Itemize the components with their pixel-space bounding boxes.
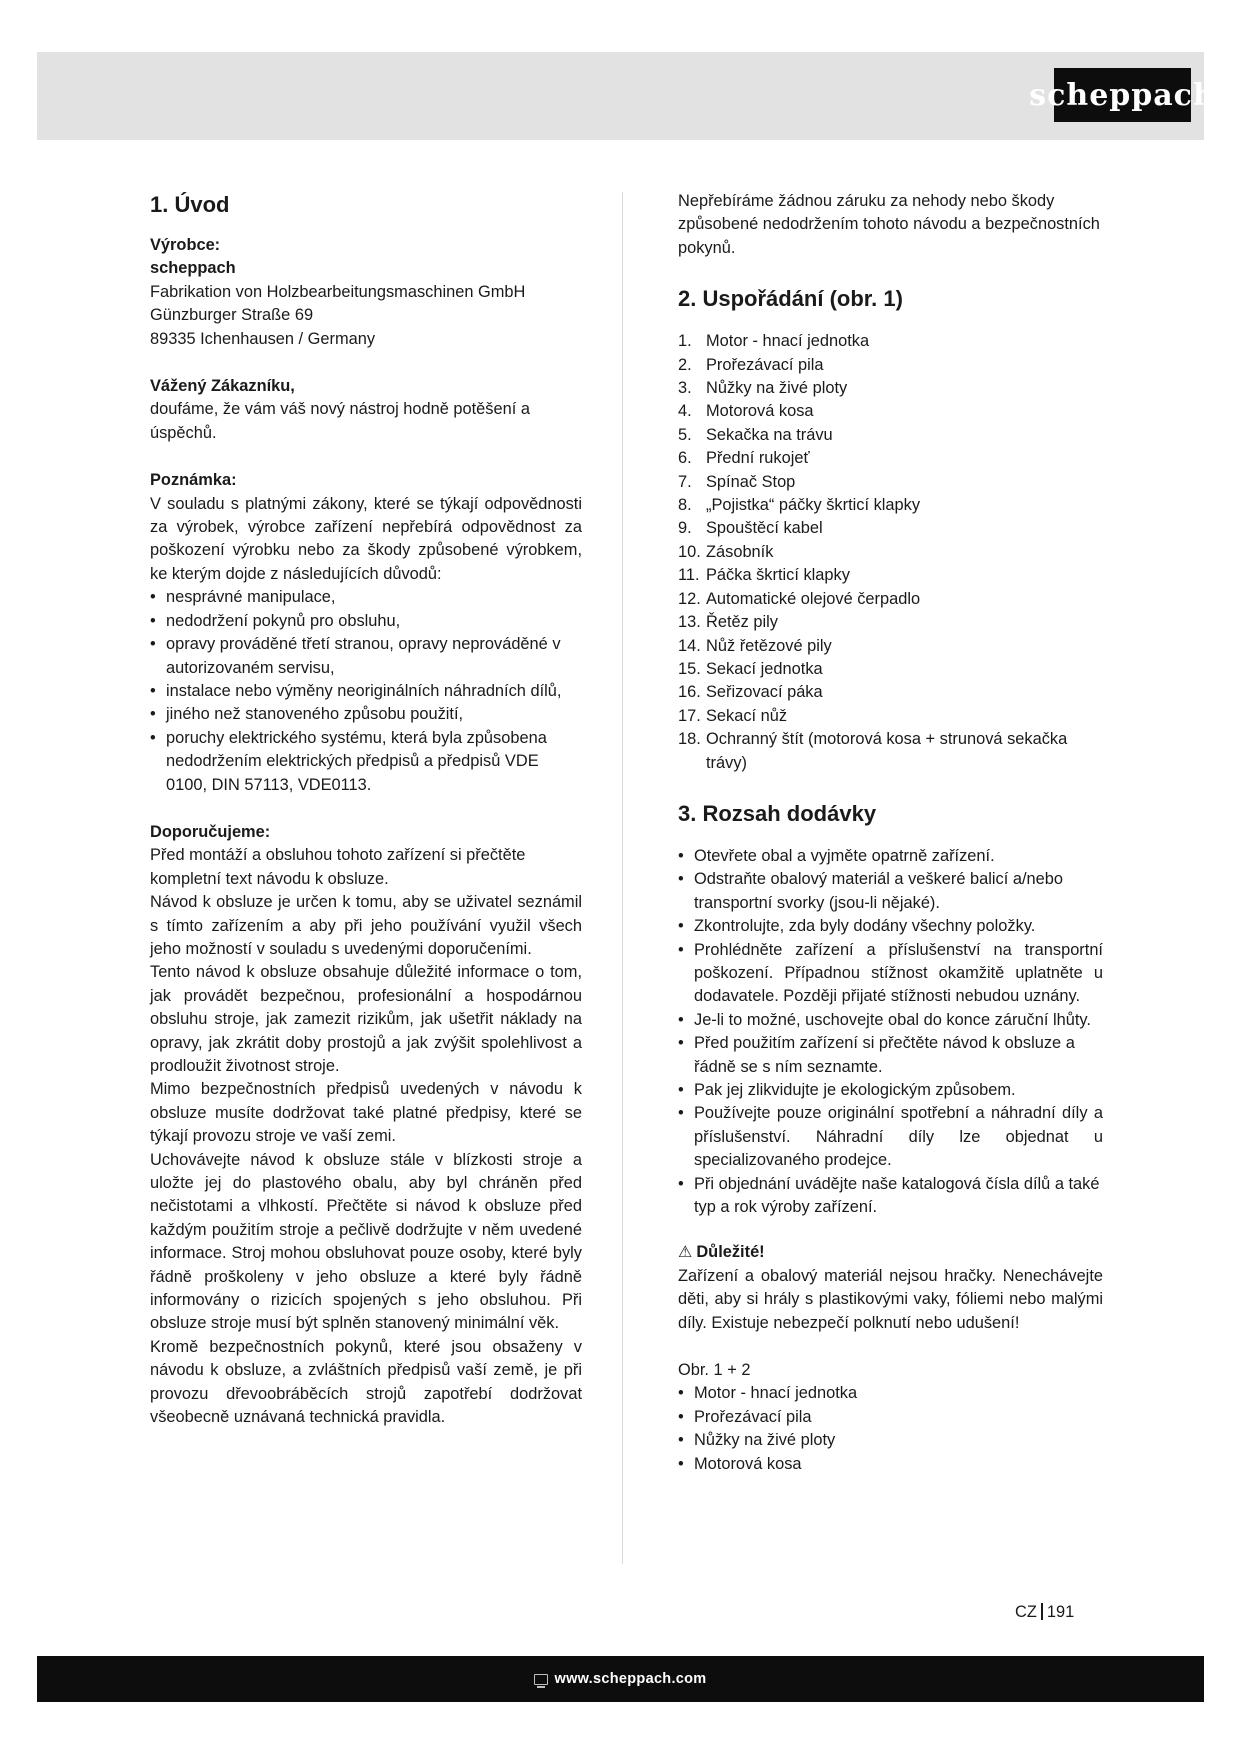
page-number [1015,1601,1074,1623]
list-item: 14. Nůž řetězové pily [678,636,832,655]
note-label: Poznámka: [150,471,237,490]
recommend-paragraph: Tento návod k obsluze obsahuje důležité informace o tom, jak provádět bezpečnou, profesionální a hospodárnou obsluhu stroje, jak zamezit rizikům, jak ušetřit náklady na opravy, jak zkrátit doby prostojů a jak zvýšit spolehlivost a prodloužit životnost stroje. [150,963,582,1075]
list-item: • Nůžky na živé ploty [678,1429,1103,1452]
language-code: CZ [1015,1603,1037,1621]
list-item: 17. Sekací nůž [678,706,788,725]
list-item: 1. Motor - hnací jednotka [678,332,870,351]
list-item: • Při objednání uvádějte naše katalogová čísla dílů a také typ a rok výroby zařízení. [678,1173,1103,1220]
note-text: V souladu s platnými zákony, které se týkají odpovědnosti za výrobek, výrobce zařízení nepřebírá odpovědnost za poškození výrobku nebo za škody způsobené výrobkem, ke kterým dojde z následujících důvodů: [150,494,582,583]
left-column [150,190,582,1430]
list-item: • Odstraňte obalový materiál a veškeré balicí a/nebo transportní svorky (jsou-li nějaké). [678,868,1103,915]
list-item: 7. Spínač Stop [678,472,796,491]
recommend-paragraph: Mimo bezpečnostních předpisů uvedených v návodu k obsluze musíte dodržovat také platné předpisy, které se týkají provozu stroje ve vaší zemi. [150,1080,582,1146]
list-item: • opravy prováděné třetí stranou, opravy neprováděné v autorizovaném servisu, [150,633,582,680]
list-item: 18. Ochranný štít (motorová kosa + strunová sekačka trávy) [678,730,1068,772]
list-item: 2. Prořezávací pila [678,355,824,374]
layout-list [678,330,1103,775]
list-item: • Je-li to možné, uschovejte obal do konce záruční lhůty. [678,1009,1103,1032]
list-item: 5. Sekačka na trávu [678,425,833,444]
list-item: • Prohlédněte zařízení a příslušenství na transportní poškození. Případnou stížnost okamžitě uplatněte u dodavatele. Později přijaté stížnosti nebudou uznány. [678,939,1103,1009]
section-title-intro: 1. Úvod [150,192,230,217]
list-item: 9. Spouštěcí kabel [678,519,823,538]
recommend-paragraph: Kromě bezpečnostních pokynů, které jsou obsaženy v návodu k obsluze, a zvláštních předpisů vaší země, je při provozu dřevoobráběcích strojů zapotřebí dodržovat všeobecně uznávaná technická pravidla. [150,1337,582,1427]
list-item: • Používejte pouze originální spotřební a náhradní díly a příslušenství. Náhradní díly lze objednat u specializovaného prodejce. [678,1102,1103,1172]
important-text: Zařízení a obalový materiál nejsou hračky. Nenechávejte děti, aby si hrály s plastikovými vaky, fóliemi nebo malými díly. Existuje nebezpečí polknutí nebo udušení! [678,1266,1103,1332]
section-title-scope: 3. Rozsah dodávky [678,800,877,826]
page-number-value: 191 [1046,1603,1075,1621]
manufacturer-city: 89335 Ichenhausen / Germany [150,329,376,348]
section-title-layout: 2. Uspořádání (obr. 1) [678,286,903,312]
list-item: • nedodržení pokynů pro obsluhu, [150,610,582,633]
scheppach-logo: scheppach [1054,68,1191,122]
manufacturer-name: scheppach [150,259,236,278]
note-list [150,586,582,797]
right-column [678,190,1103,1476]
list-item: • Pak jej zlikvidujte je ekologickým způsobem. [678,1079,1103,1102]
manufacturer-street: Günzburger Straße 69 [150,306,314,325]
list-item: 12. Automatické olejové čerpadlo [678,589,921,608]
list-item: 15. Sekací jednotka [678,659,823,678]
list-item: 3. Nůžky na živé ploty [678,379,848,398]
list-item: • instalace nebo výměny neoriginálních náhradních dílů, [150,680,582,703]
footer-band [37,1656,1204,1702]
liability-text: Nepřebíráme žádnou záruku za nehody nebo škody způsobené nedodržením tohoto návodu a bezpečnostních pokynů. [678,192,1100,257]
list-item: • nesprávné manipulace, [150,586,582,609]
list-item: 4. Motorová kosa [678,402,814,421]
list-item: • Před použitím zařízení si přečtěte návod k obsluze a řádně se s ním seznamte. [678,1032,1103,1079]
list-item: • jiného než stanoveného způsobu použití, [150,703,582,726]
list-item: • poruchy elektrického systému, která byla způsobena nedodržením elektrických předpisů a předpisů VDE 0100, DIN 57113, VDE0113. [150,727,582,797]
manufacturer-company: Fabrikation von Holzbearbeitungsmaschinen GmbH [150,282,526,301]
dear-customer-label: Vážený Zákazníku, [150,377,295,396]
monitor-icon [534,1674,548,1685]
list-item: 8. „Pojistka“ páčky škrticí klapky [678,496,921,515]
list-item: • Otevřete obal a vyjměte opatrně zařízení. [678,845,1103,868]
dear-customer-text: doufáme, že vám váš nový nástroj hodně potěšení a úspěchů. [150,400,530,442]
manufacturer-label: Výrobce: [150,236,221,254]
column-divider [622,192,623,1564]
figure-list [678,1382,1103,1476]
list-item: • Motor - hnací jednotka [678,1382,1103,1405]
figure-label: Obr. 1 + 2 [678,1361,751,1380]
warning-icon: ⚠ [678,1244,693,1262]
list-item: • Prořezávací pila [678,1406,1103,1429]
important-heading: ⚠ Důležité! [678,1241,1103,1264]
website-link[interactable]: www.scheppach.com [554,1671,707,1687]
list-item: 16. Seřizovací páka [678,683,823,702]
list-item: 10. Zásobník [678,542,774,561]
recommend-paragraph: Návod k obsluze je určen k tomu, aby se uživatel seznámil s tímto zařízením a aby při jeho používání využil všech jeho možností v souladu s uvedenými doporučeními. [150,893,582,958]
recommend-paragraph: Uchovávejte návod k obsluze stále v blízkosti stroje a uložte jej do plastového obalu, aby byl chráněn před nečistotami a vlhkostí. Přečtěte si návod k obsluze před každým použitím stroje a pečlivě dodržujte v něm uvedené informace. Stroj mohou obsluhovat pouze osoby, které byly řádně proškoleny v jeho obsluze a které byly řádně informovány o rizicích spojených s jeho obsluhou. Při obsluze stroje musí být splněn stanovený minimální věk. [150,1150,582,1333]
separator [1041,1603,1043,1620]
list-item: 11. Páčka škrticí klapky [678,566,850,585]
scope-list [678,845,1103,1220]
list-item: 13. Řetěz pily [678,613,778,632]
recommend-label: Doporučujeme: [150,822,271,841]
list-item: • Zkontrolujte, zda byly dodány všechny položky. [678,915,1103,938]
list-item: 6. Přední rukojeť [678,449,810,468]
recommend-paragraph: Před montáží a obsluhou tohoto zařízení si přečtěte kompletní text návodu k obsluze. [150,846,526,888]
list-item: • Motorová kosa [678,1453,1103,1476]
